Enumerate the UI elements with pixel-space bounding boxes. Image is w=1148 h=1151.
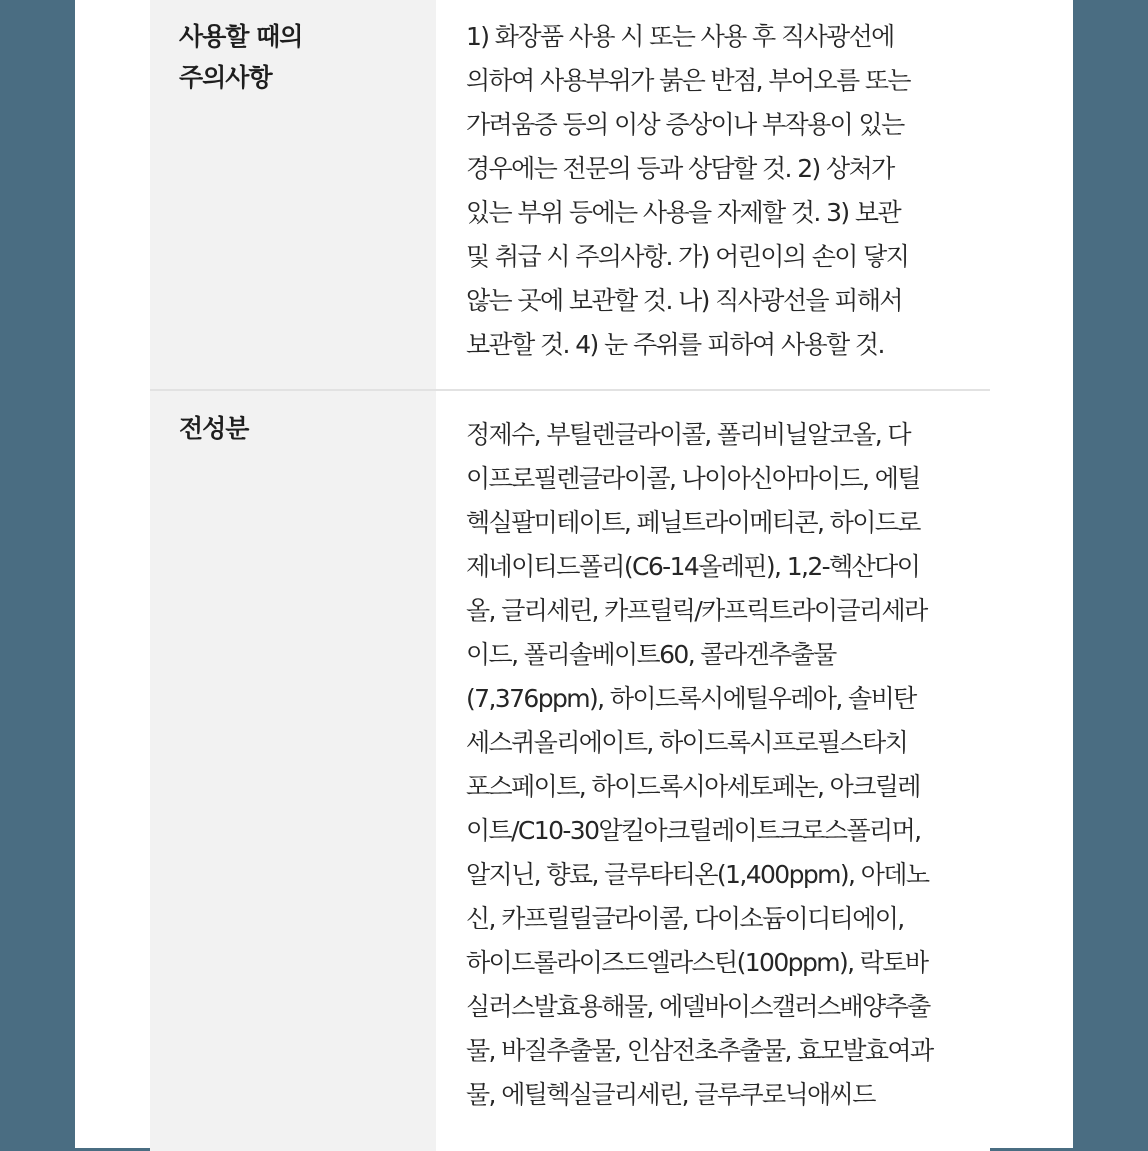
precautions-line: 경우에는 전문의 등과 상담할 것. 2) 상처가 bbox=[466, 154, 894, 183]
ingredients-line: 알지닌, 향료, 글루타티온(1,400ppm), 아데노 bbox=[466, 860, 929, 889]
precautions-label bbox=[150, 0, 436, 389]
page-sheet bbox=[75, 0, 1073, 1148]
ingredients-line: 신, 카프릴릴글라이콜, 다이소듐이디티에이, bbox=[466, 904, 904, 933]
ingredients-line: 세스퀴올리에이트, 하이드록시프로필스타치 bbox=[466, 728, 908, 757]
precautions-label-line: 사용할 때의 bbox=[179, 22, 303, 51]
ingredients-line: 이프로필렌글라이콜, 나이아신아마이드, 에틸 bbox=[466, 464, 920, 493]
ingredients-label bbox=[150, 391, 436, 1151]
precautions-line: 않는 곳에 보관할 것. 나) 직사광선을 피해서 bbox=[466, 286, 902, 315]
ingredients-line: 포스페이트, 하이드록시아세토페논, 아크릴레 bbox=[466, 772, 920, 801]
ingredients-line: 실러스발효용해물, 에델바이스캘러스배양추출 bbox=[466, 992, 930, 1021]
ingredients-line: 이트/C10-30알킬아크릴레이트크로스폴리머, bbox=[466, 816, 921, 845]
ingredients-label-line: 전성분 bbox=[179, 414, 249, 443]
product-info-table bbox=[150, 0, 990, 1151]
precautions-line: 보관할 것. 4) 눈 주위를 피하여 사용할 것. bbox=[466, 330, 884, 359]
precautions-line: 1) 화장품 사용 시 또는 사용 후 직사광선에 bbox=[466, 22, 894, 51]
ingredients-line: 물, 바질추출물, 인삼전초추출물, 효모발효여과 bbox=[466, 1036, 933, 1065]
ingredients-line: 정제수, 부틸렌글라이콜, 폴리비닐알코올, 다 bbox=[466, 420, 910, 449]
precautions-text bbox=[436, 0, 990, 389]
ingredients-line: 제네이티드폴리(C6-14올레핀), 1,2-헥산다이 bbox=[466, 552, 920, 581]
ingredients-line: 물, 에틸헥실글리세린, 글루쿠로닉애씨드 bbox=[466, 1080, 875, 1109]
precautions-line: 있는 부위 등에는 사용을 자제할 것. 3) 보관 bbox=[466, 198, 901, 227]
ingredients-text bbox=[436, 391, 990, 1151]
ingredients-line: 헥실팔미테이트, 페닐트라이메티콘, 하이드로 bbox=[466, 508, 920, 537]
ingredients-line: 이드, 폴리솔베이트60, 콜라겐추출물 bbox=[466, 640, 836, 669]
precautions-line: 의하여 사용부위가 붉은 반점, 부어오름 또는 bbox=[466, 66, 910, 95]
ingredients-line: 하이드롤라이즈드엘라스틴(100ppm), 락토바 bbox=[466, 948, 928, 977]
table-row-ingredients bbox=[150, 391, 990, 1151]
precautions-label-line: 주의사항 bbox=[179, 63, 272, 92]
ingredients-line: 올, 글리세린, 카프릴릭/카프릭트라이글리세라 bbox=[466, 596, 927, 625]
precautions-line: 가려움증 등의 이상 증상이나 부작용이 있는 bbox=[466, 110, 904, 139]
precautions-line: 및 취급 시 주의사항. 가) 어린이의 손이 닿지 bbox=[466, 242, 909, 271]
table-row-precautions bbox=[150, 0, 990, 391]
ingredients-line: (7,376ppm), 하이드록시에틸우레아, 솔비탄 bbox=[466, 684, 916, 713]
